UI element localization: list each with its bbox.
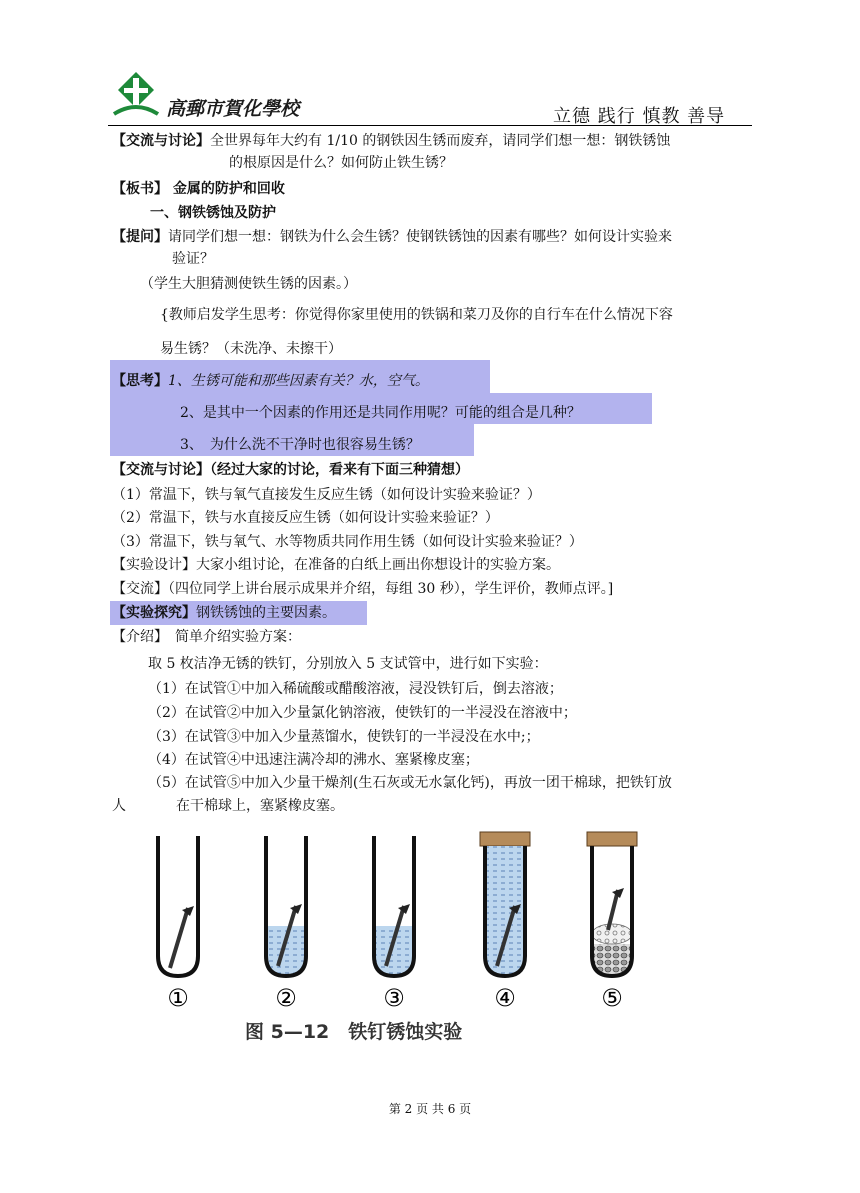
procedure-step-1: （1）在试管①中加入稀硫酸或醋酸溶液，浸没铁钉后，倒去溶液； [148,681,563,697]
intro-paragraph: 【介绍】 简单介绍实验方案： [112,629,301,645]
experiment-explore: 【实验探究】钢铁锈蚀的主要因素。 [112,605,336,621]
teacher-prompt-cont: 易生锈？（未洗净、未擦干） [160,341,342,357]
question-paragraph: 【提问】请同学们想一想：钢铁为什么会生锈？使钢铁锈蚀的因素有哪些？如何设计实验来 [112,229,672,245]
test-tube-5 [587,832,637,976]
procedure-step-4: （4）在试管④中迅速注满冷却的沸水、塞紧橡皮塞； [148,752,479,768]
tube-label-4: ④ [494,984,516,1012]
teacher-prompt: {教师启发学生思考：你觉得你家里使用的铁锅和菜刀及你的自行车在什么情况下容 [160,307,673,323]
procedure-step-5-cont-a: 人 [112,798,126,814]
figure-caption: 图 5—12 铁钉锈蚀实验 [245,1021,463,1043]
discussion-paragraph-1: 【交流与讨论】全世界每年大约有 1/10 的钢铁因生锈而废弃，请同学们想一想：钢铁锈蚀 [112,133,671,149]
tube-label-2: ② [275,984,297,1012]
test-tube-3 [374,836,414,976]
test-tube-1 [158,836,198,976]
experiment-design: 【实验设计】大家小组讨论，在准备的白纸上画出你想设计的实验方案。 [112,557,560,573]
tube-label-1: ① [167,984,189,1012]
share-paragraph: 【交流】（四位同学上讲台展示成果并介绍，每组 30 秒），学生评价，教师点评。] [112,581,614,597]
discussion-paragraph-1-cont: 的根原因是什么？如何防止铁生锈？ [229,155,453,171]
hypothesis-2: （2）常温下，铁与水直接反应生锈（如何设计实验来验证？） [112,510,499,526]
tube-label-3: ③ [383,984,405,1012]
section-heading: 一、钢铁锈蚀及防护 [150,205,276,221]
test-tube-figure [140,826,680,1056]
hypothesis-3: （3）常温下，铁与氧气、水等物质共同作用生锈（如何设计实验来验证？） [112,534,583,550]
school-logo [108,70,164,118]
hypothesis-1: （1）常温下，铁与氧气直接发生反应生锈（如何设计实验来验证？） [112,487,541,503]
think-item-1: 【思考】1、生锈可能和那些因素有关？水，空气。 [112,373,429,389]
procedure-step-5-cont-b: 在干棉球上，塞紧橡皮塞。 [176,798,344,814]
procedure-intro: 取 5 枚洁净无锈的铁钉，分别放入 5 支试管中，进行如下实验： [148,656,548,672]
tube-label-5: ⑤ [601,984,623,1012]
school-name: 高郵市賀化學校 [166,98,300,120]
procedure-step-5: （5）在试管⑤中加入少量干燥剂(生石灰或无水氯化钙)，再放一团干棉球，把铁钉放 [148,775,672,791]
board-heading: 【板书】 金属的防护和回收 [112,181,285,197]
page-footer: 第 2 页 共 6 页 [388,1102,472,1116]
school-motto: 立德 践行 慎教 善导 [553,106,726,127]
test-tube-4 [480,832,530,976]
procedure-step-3: （3）在试管③中加入少量蒸馏水，使铁钉的一半浸没在水中;； [148,729,540,745]
question-paragraph-cont: 验证？ [172,251,214,267]
think-item-2: 2、是其中一个因素的作用还是共同作用呢？可能的组合是几种？ [180,405,581,421]
header-rule [108,125,752,126]
procedure-step-2: （2）在试管②中加入少量氯化钠溶液，使铁钉的一半浸没在溶液中； [148,705,577,721]
discussion-heading-2: 【交流与讨论】（经过大家的讨论，看来有下面三种猜想） [112,462,469,478]
student-guess: （学生大胆猜测使铁生锈的因素。） [140,276,357,292]
think-item-3: 3、 为什么洗不干净时也很容易生锈？ [180,437,420,453]
test-tube-2 [266,836,306,976]
